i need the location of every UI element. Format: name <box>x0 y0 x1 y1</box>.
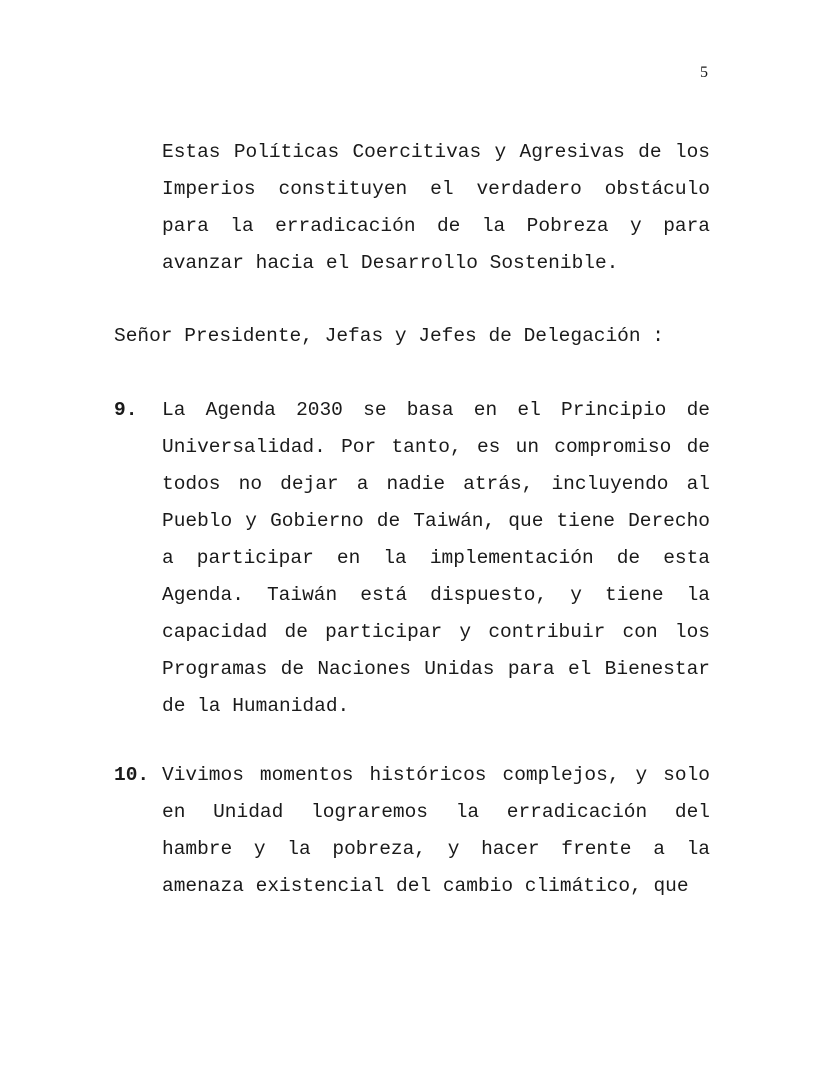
salutation: Señor Presidente, Jefas y Jefes de Delegación : <box>114 325 664 347</box>
item-9-number: 9. <box>114 399 138 421</box>
page-number: 5 <box>700 64 708 81</box>
item-9-paragraph: La Agenda 2030 se basa en el Principio de Universalidad. Por tanto, es un compromiso de todos no dejar a nadie atrás, incluyendo al Pueblo y Gobierno de Taiwán, que tiene Derecho a participar en la implementación de esta Agenda. Taiwán está dispuesto, y tiene la capacidad de participar y contribuir con los Programas de Naciones Unidas para el Bienestar de la Humanidad. <box>162 399 710 717</box>
item-10-number: 10. <box>114 764 150 786</box>
intro-paragraph: Estas Políticas Coercitivas y Agresivas de los Imperios constituyen el verdadero obstáculo para la erradicación de la Pobreza y para avanzar hacia el Desarrollo Sostenible. <box>162 141 710 274</box>
item-10-paragraph: Vivimos momentos históricos complejos, y solo en Unidad lograremos la erradicación del hambre y la pobreza, y hacer frente a la amenaza existencial del cambio climático, que <box>162 764 710 897</box>
